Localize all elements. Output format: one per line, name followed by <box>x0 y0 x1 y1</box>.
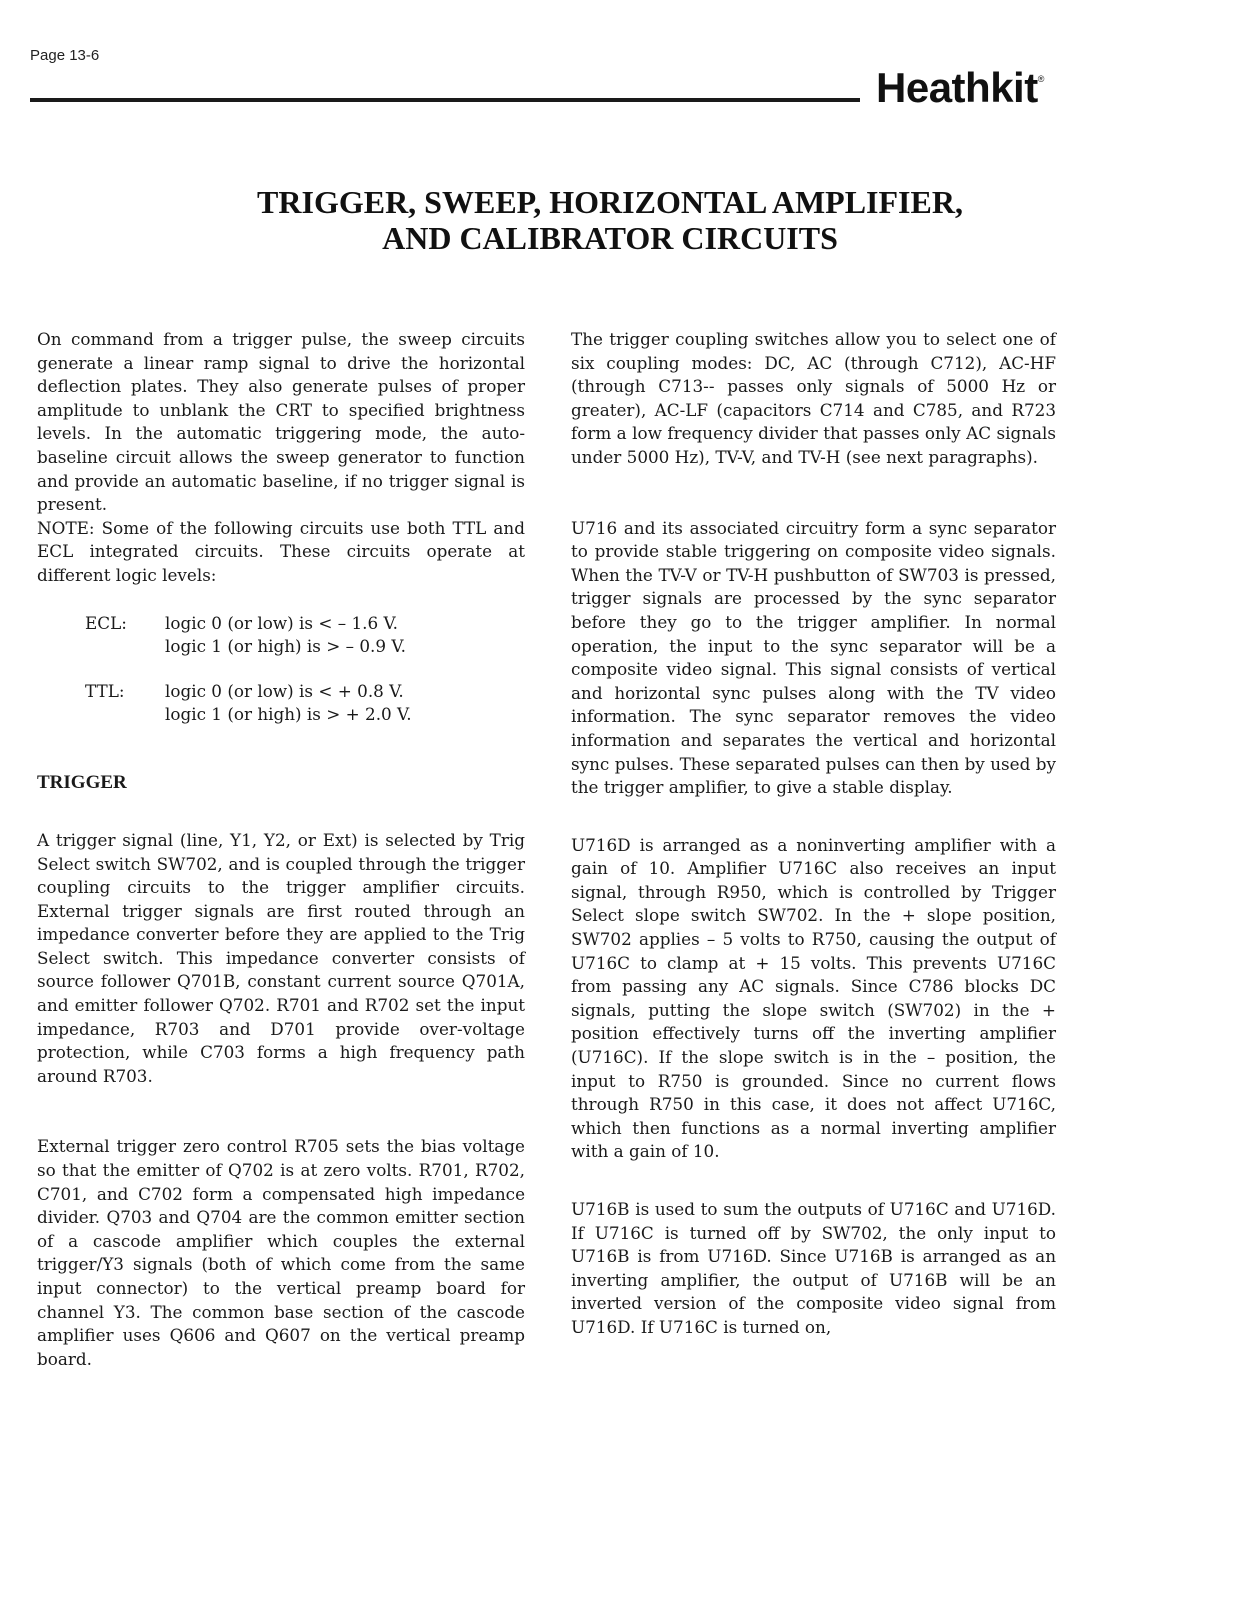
page-title-line-2: AND CALIBRATOR CIRCUITS <box>382 220 838 256</box>
registered-mark: ® <box>1037 74 1044 84</box>
logic-note: NOTE: Some of the following circuits use both TTL and ECL integrated circuits. These circuits operate at different logic levels: <box>37 517 525 585</box>
logic-row-ttl <box>37 680 525 727</box>
u716d-paragraph: U716D is arranged as a noninverting amplifier with a gain of 10. Amplifier U716C also receives an input signal, through R950, which is controlled by Trigger Select slope switch SW702. In the + slope position, SW702 applies – 5 volts to R750, causing the output of U716C to clamp at + 15 volts. This prevents U716C from passing any AC signals. Since C786 blocks DC signals, putting the slope switch (SW702) in the + position effectively turns off the inverting amplifier (U716C). If the slope switch is in the – position, the input to R750 is grounded. Since no current flows through R750 in this case, it does not affect U716C, which then functions as a normal inverting amplifier with a gain of 10. <box>571 834 1056 1162</box>
logic-low-value: logic 0 (or low) is < – 1.6 V. <box>165 612 399 633</box>
logic-family-label: ECL: <box>85 612 127 633</box>
logic-family-label: TTL: <box>85 680 125 701</box>
left-column <box>37 328 525 1371</box>
logic-values <box>165 612 406 659</box>
heathkit-logo <box>876 64 1044 112</box>
logic-row-ecl <box>37 612 525 659</box>
logic-values <box>165 680 412 727</box>
u716b-paragraph: U716B is used to sum the outputs of U716C and U716D. If U716C is turned off by SW702, the only input to U716B is from U716D. Since U716B is arranged as an inverting amplifier, the output of U716B will be an inverted version of the composite video signal from U716D. If U716C is turned on, <box>571 1199 1056 1337</box>
trigger-paragraph-2: External trigger zero control R705 sets the bias voltage so that the emitter of Q702 is at zero volts. R701, R702, C701, and C702 form a compensated high impedance divider. Q703 and Q704 are the common emitter section of a cascode amplifier which couples the external trigger/Y3 signals (both of which come from the same input connector) to the vertical preamp board for channel Y3. The common base section of the cascode amplifier uses Q606 and Q607 on the vertical preamp board. <box>37 1136 525 1369</box>
sync-separator-paragraph: U716 and its associated circuitry form a sync separator to provide stable triggering on composite video signals. When the TV-V or TV-H pushbutton of SW703 is pressed, trigger signals are processed by the sync separator before they go to the trigger amplifier. In normal operation, the input to the sync separator will be a composite video signal. This signal consists of vertical and horizontal sync pulses along with the TV video information. The sync separator removes the video information and separates the vertical and horizontal sync pulses. These separated pulses can then by used by the trigger amplifier, to give a stable display. <box>571 517 1056 798</box>
brand-name: Heathkit <box>876 64 1038 111</box>
header-rule <box>30 98 860 102</box>
logic-low-value: logic 0 (or low) is < + 0.8 V. <box>165 680 404 701</box>
page-number: Page 13-6 <box>30 47 100 64</box>
logic-high-value: logic 1 (or high) is > + 2.0 V. <box>165 704 412 725</box>
page-title-line-1: TRIGGER, SWEEP, HORIZONTAL AMPLIFIER, <box>257 184 963 220</box>
trigger-heading: TRIGGER <box>37 771 127 793</box>
intro-paragraph: On command from a trigger pulse, the sweep circuits generate a linear ramp signal to drive the horizontal deflection plates. They also generate pulses of proper amplitude to unblank the CRT to specified brightness levels. In the automatic triggering mode, the auto-baseline circuit allows the sweep generator to function and provide an automatic baseline, if no trigger signal is present. <box>37 329 525 515</box>
right-column <box>571 328 1056 1340</box>
trigger-paragraph-1: A trigger signal (line, Y1, Y2, or Ext) is selected by Trig Select switch SW702, and is coupled through the trigger coupling circuits to the trigger amplifier circuits. External trigger signals are first routed through an impedance converter before they are applied to the Trig Select switch. This impedance converter consists of source follower Q701B, constant current source Q701A, and emitter follower Q702. R701 and R702 set the input impedance, R703 and D701 provide over-voltage protection, while C703 forms a high frequency path around R703. <box>37 829 525 1086</box>
logic-high-value: logic 1 (or high) is > – 0.9 V. <box>165 636 406 657</box>
logic-levels-table <box>37 612 525 727</box>
coupling-paragraph: The trigger coupling switches allow you to select one of six coupling modes: DC, AC (through C712), AC-HF (through C713-- passes only signals of 5000 Hz or greater), AC-LF (capacitors C714 and C785, and R723 form a low frequency divider that passes only AC signals under 5000 Hz), TV-V, and TV-H (see next paragraphs). <box>571 329 1056 467</box>
page-title <box>160 184 1060 256</box>
